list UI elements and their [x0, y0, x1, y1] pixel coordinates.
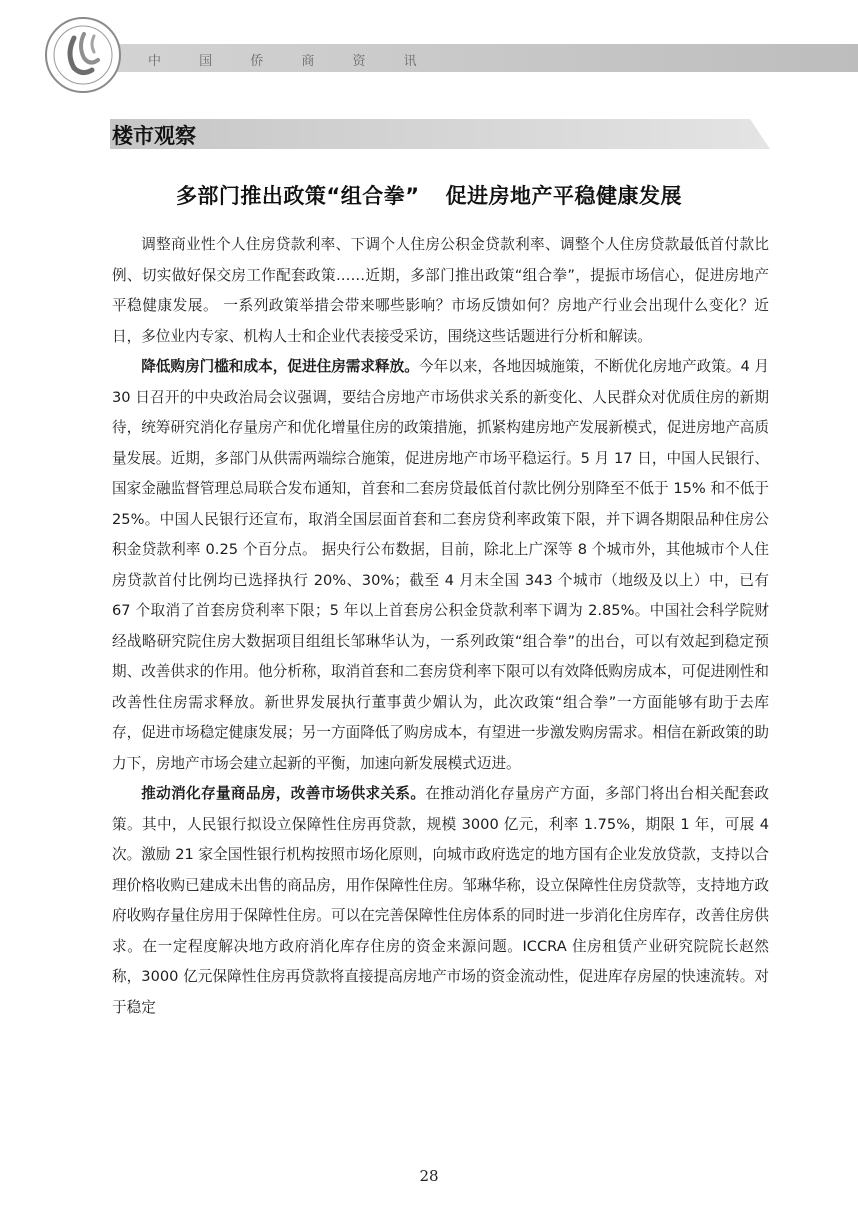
paragraph — [112, 230, 769, 352]
paragraph-lead: 降低购房门槛和成本，促进住房需求释放。 — [141, 358, 419, 375]
page-number: 28 — [419, 1167, 439, 1185]
paragraph — [112, 779, 769, 1023]
paragraph-text: 今年以来，各地因城施策，不断优化房地产政策。4 月 30 日召开的中央政治局会议强调，要结合房地产市场供求关系的新变化、人民群众对优质住房的新期待，统筹研究消化存量房产和优化增量住房的政策措施，抓紧构建房地产发展新模式，促进房地产高质量发展。近期，多部门从供需两端综合施策，促进房地产市场平稳运行。5 月 17 日，中国人民银行、国家金融监督管理总局联合发布通知，首套和二套房贷最低首付款比例分别降至不低于 15% 和不低于 25%。中国人民银行还宣布，取消全国层面首套和二套房贷利率政策下限，并下调各期限品种住房公积金贷款利率 0.25 个百分点。 据央行公布数据，目前，除北上广深等 8 个城市外，其他城市个人住房贷款首付比例均已选择执行 20%、30%；截至 4 月末全国 343 个城市（地级及以上）中，已有 67 个取消了首套房贷利率下限；5 年以上首套房公积金贷款利率下调为 2.85%。中国社会科学院财经战略研究院住房大数据项目组组长邹琳华认为，一系列政策“组合拳”的出台，可以有效起到稳定预期、改善供求的作用。他分析称，取消首套和二套房贷利率下限可以有效降低购房成本，可促进刚性和改善性住房需求释放。新世界发展执行董事黄少媚认为，此次政策“组合拳”一方面能够有助于去库存，促进市场稳定健康发展；另一方面降低了购房成本，有望进一步激发购房需求。相信在新政策的助力下，房地产市场会建立起新的平衡，加速向新发展模式迈进。 — [112, 358, 769, 772]
article-body — [112, 230, 769, 1023]
paragraph-text: 调整商业性个人住房贷款利率、下调个人住房公积金贷款利率、调整个人住房贷款最低首付款比例、切实做好保交房工作配套政策……近期，多部门推出政策“组合拳”，提振市场信心，促进房地产平稳健康发展。 一系列政策举措会带来哪些影响？市场反馈如何？房地产行业会出现什么变化？近日，多位业内专家、机构人士和企业代表接受采访，围绕这些话题进行分析和解读。 — [112, 236, 769, 345]
article-title — [0, 180, 858, 210]
association-logo — [44, 16, 122, 94]
paragraph — [112, 352, 769, 779]
article-title-part1: 多部门推出政策“组合拳” — [175, 184, 420, 208]
paragraph-text: 在推动消化存量房产方面，多部门将出台相关配套政策。其中，人民银行拟设立保障性住房再贷款，规模 3000 亿元，利率 1.75%，期限 1 年，可展 4 次。激励 21 家全国性银行机构按照市场化原则，向城市政府选定的地方国有企业发放贷款，支持以合理价格收购已建成未出售的商品房，用作保障性住房。邹琳华称，设立保障性住房贷款等，支持地方政府收购存量住房用于保障性住房。可以在完善保障性住房体系的同时进一步消化住房库存，改善住房供求。在一定程度解决地方政府消化库存住房的资金来源问题。ICCRA 住房租赁产业研究院院长赵然称，3000 亿元保障性住房再贷款将直接提高房地产市场的资金流动性，促进库存房屋的快速流转。对于稳定 — [112, 785, 769, 1016]
section-bar — [110, 119, 770, 149]
section-title: 楼市观察 — [112, 123, 196, 148]
paragraph-lead: 推动消化存量商品房，改善市场供求关系。 — [141, 785, 426, 802]
magazine-name: 中 国 侨 商 资 讯 — [148, 54, 434, 69]
article-title-part2: 促进房地产平稳健康发展 — [445, 184, 683, 208]
